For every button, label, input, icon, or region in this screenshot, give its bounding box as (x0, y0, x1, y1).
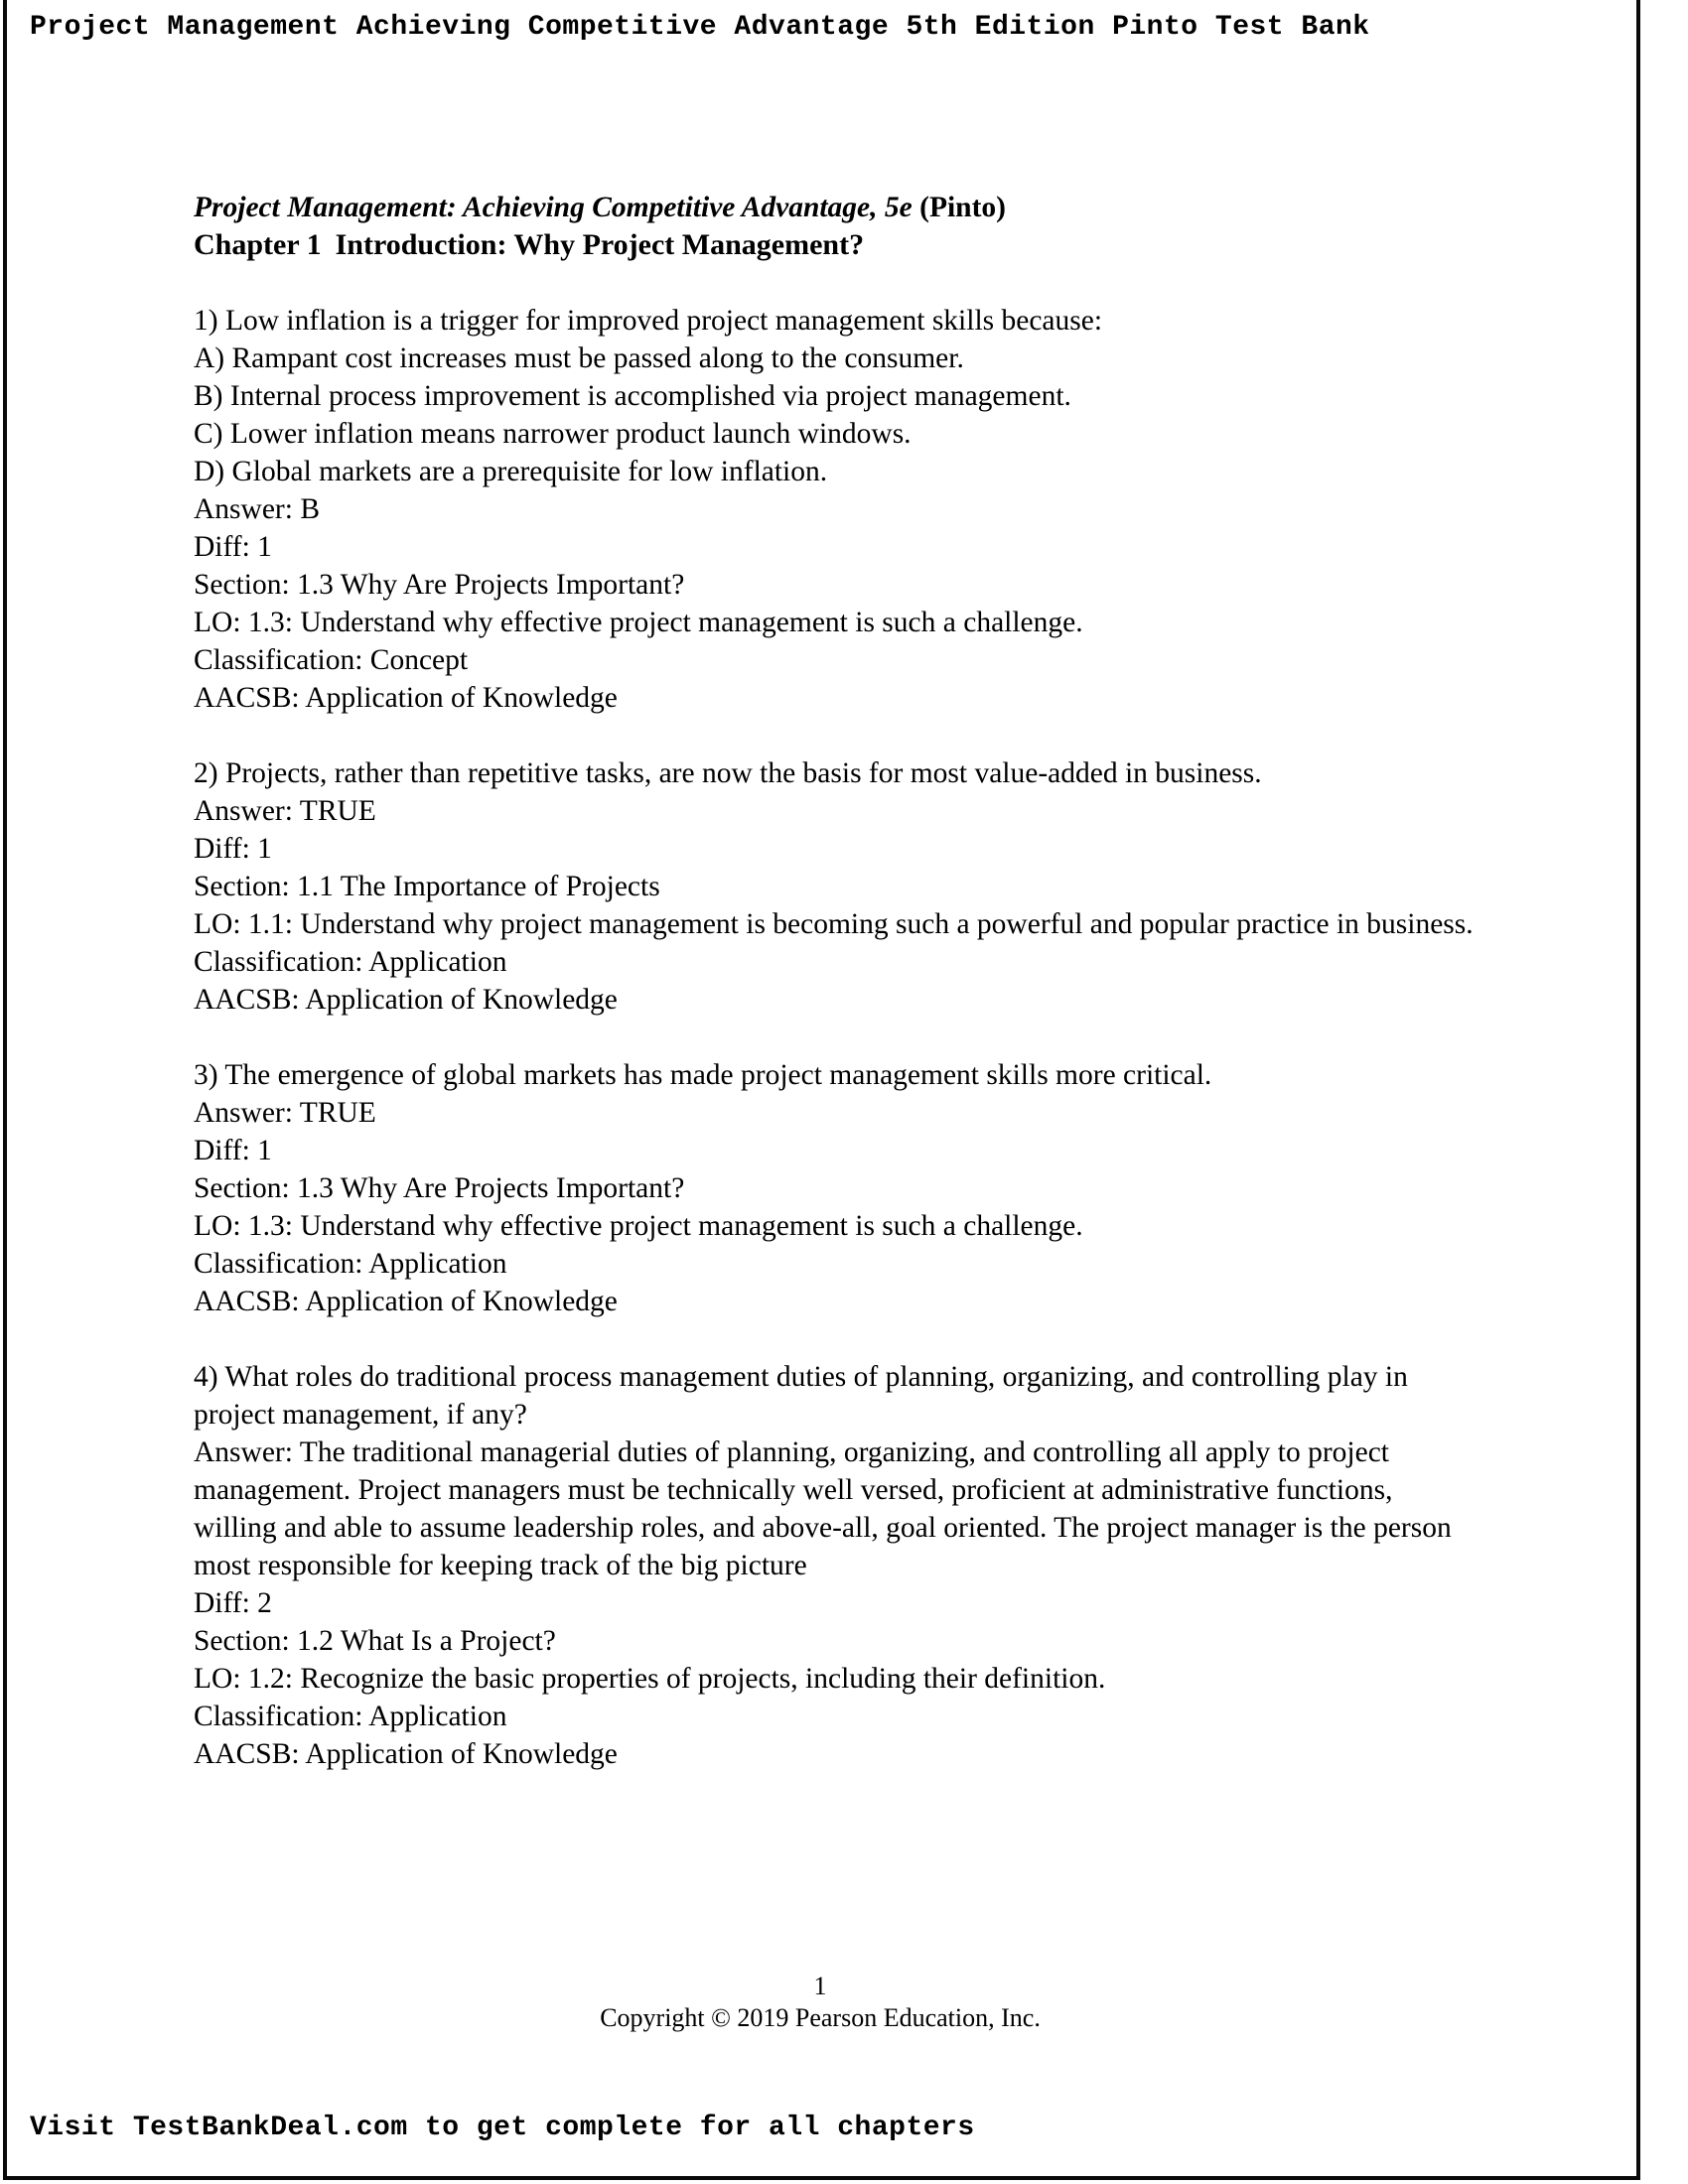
question-answer: Answer: TRUE (194, 795, 376, 827)
book-title-line (194, 189, 1475, 226)
question-block (194, 754, 1475, 1019)
question-aacsb: AACSB: Application of Knowledge (194, 682, 618, 714)
page-footer (0, 1971, 1640, 2034)
question-answer: Answer: The traditional managerial duties of planning, organizing, and controlling all apply to project management. Project managers must be technically well versed, proficient at administrative functions, willing and able to assume leadership roles, and above-all, goal oriented. The project manager is the person most responsible for keeping track of the big picture (194, 1436, 1452, 1581)
copyright-notice: Copyright © 2019 Pearson Education, Inc. (600, 2003, 1041, 2032)
question-answer: Answer: TRUE (194, 1097, 376, 1129)
bottom-banner-promo: Visit TestBankDeal.com to get complete for all chapters (30, 2113, 975, 2143)
question-choice: B) Internal process improvement is accomplished via project management. (194, 380, 1071, 412)
question-diff: Diff: 1 (194, 531, 272, 563)
document-body (194, 189, 1475, 1773)
question-section: Section: 1.3 Why Are Projects Important? (194, 1172, 685, 1204)
question-stem: 1) Low inflation is a trigger for improved project management skills because: (194, 305, 1103, 337)
question-section: Section: 1.3 Why Are Projects Important? (194, 569, 685, 601)
question-section: Section: 1.2 What Is a Project? (194, 1625, 556, 1657)
question-lo: LO: 1.1: Understand why project management is becoming such a powerful and popular practice in business. (194, 908, 1474, 940)
question-diff: Diff: 2 (194, 1587, 272, 1619)
question-classification: Classification: Application (194, 1701, 507, 1732)
question-diff: Diff: 1 (194, 833, 272, 865)
question-stem: 3) The emergence of global markets has made project management skills more critical. (194, 1059, 1212, 1091)
question-classification: Classification: Application (194, 1248, 507, 1280)
book-author: (Pinto) (919, 192, 1006, 223)
question-stem: 4) What roles do traditional process management duties of planning, organizing, and controlling play in project management, if any? (194, 1361, 1408, 1431)
question-block (194, 302, 1475, 717)
question-lo: LO: 1.2: Recognize the basic properties of projects, including their definition. (194, 1663, 1106, 1695)
question-aacsb: AACSB: Application of Knowledge (194, 1286, 618, 1317)
question-answer: Answer: B (194, 493, 321, 525)
chapter-title: Introduction: Why Project Management? (335, 228, 865, 261)
book-title-italic: Project Management: Achieving Competitive Advantage, 5e (194, 192, 913, 223)
question-section: Section: 1.1 The Importance of Projects (194, 871, 660, 902)
question-choice: A) Rampant cost increases must be passed along to the consumer. (194, 342, 964, 374)
chapter-heading (194, 226, 1475, 264)
question-block (194, 1358, 1475, 1773)
top-banner-title: Project Management Achieving Competitive Advantage 5th Edition Pinto Test Bank (30, 12, 1370, 43)
question-aacsb: AACSB: Application of Knowledge (194, 984, 618, 1016)
question-stem: 2) Projects, rather than repetitive tasks, are now the basis for most value-added in business. (194, 757, 1262, 789)
question-diff: Diff: 1 (194, 1135, 272, 1166)
question-block (194, 1056, 1475, 1320)
question-aacsb: AACSB: Application of Knowledge (194, 1738, 618, 1770)
question-lo: LO: 1.3: Understand why effective project management is such a challenge. (194, 1210, 1083, 1242)
question-lo: LO: 1.3: Understand why effective project management is such a challenge. (194, 607, 1083, 638)
question-classification: Classification: Concept (194, 644, 469, 676)
chapter-label: Chapter 1 (194, 228, 322, 261)
question-choice: D) Global markets are a prerequisite for low inflation. (194, 456, 828, 487)
question-choice: C) Lower inflation means narrower product launch windows. (194, 418, 912, 450)
question-classification: Classification: Application (194, 946, 507, 978)
page-number: 1 (813, 1972, 827, 2000)
